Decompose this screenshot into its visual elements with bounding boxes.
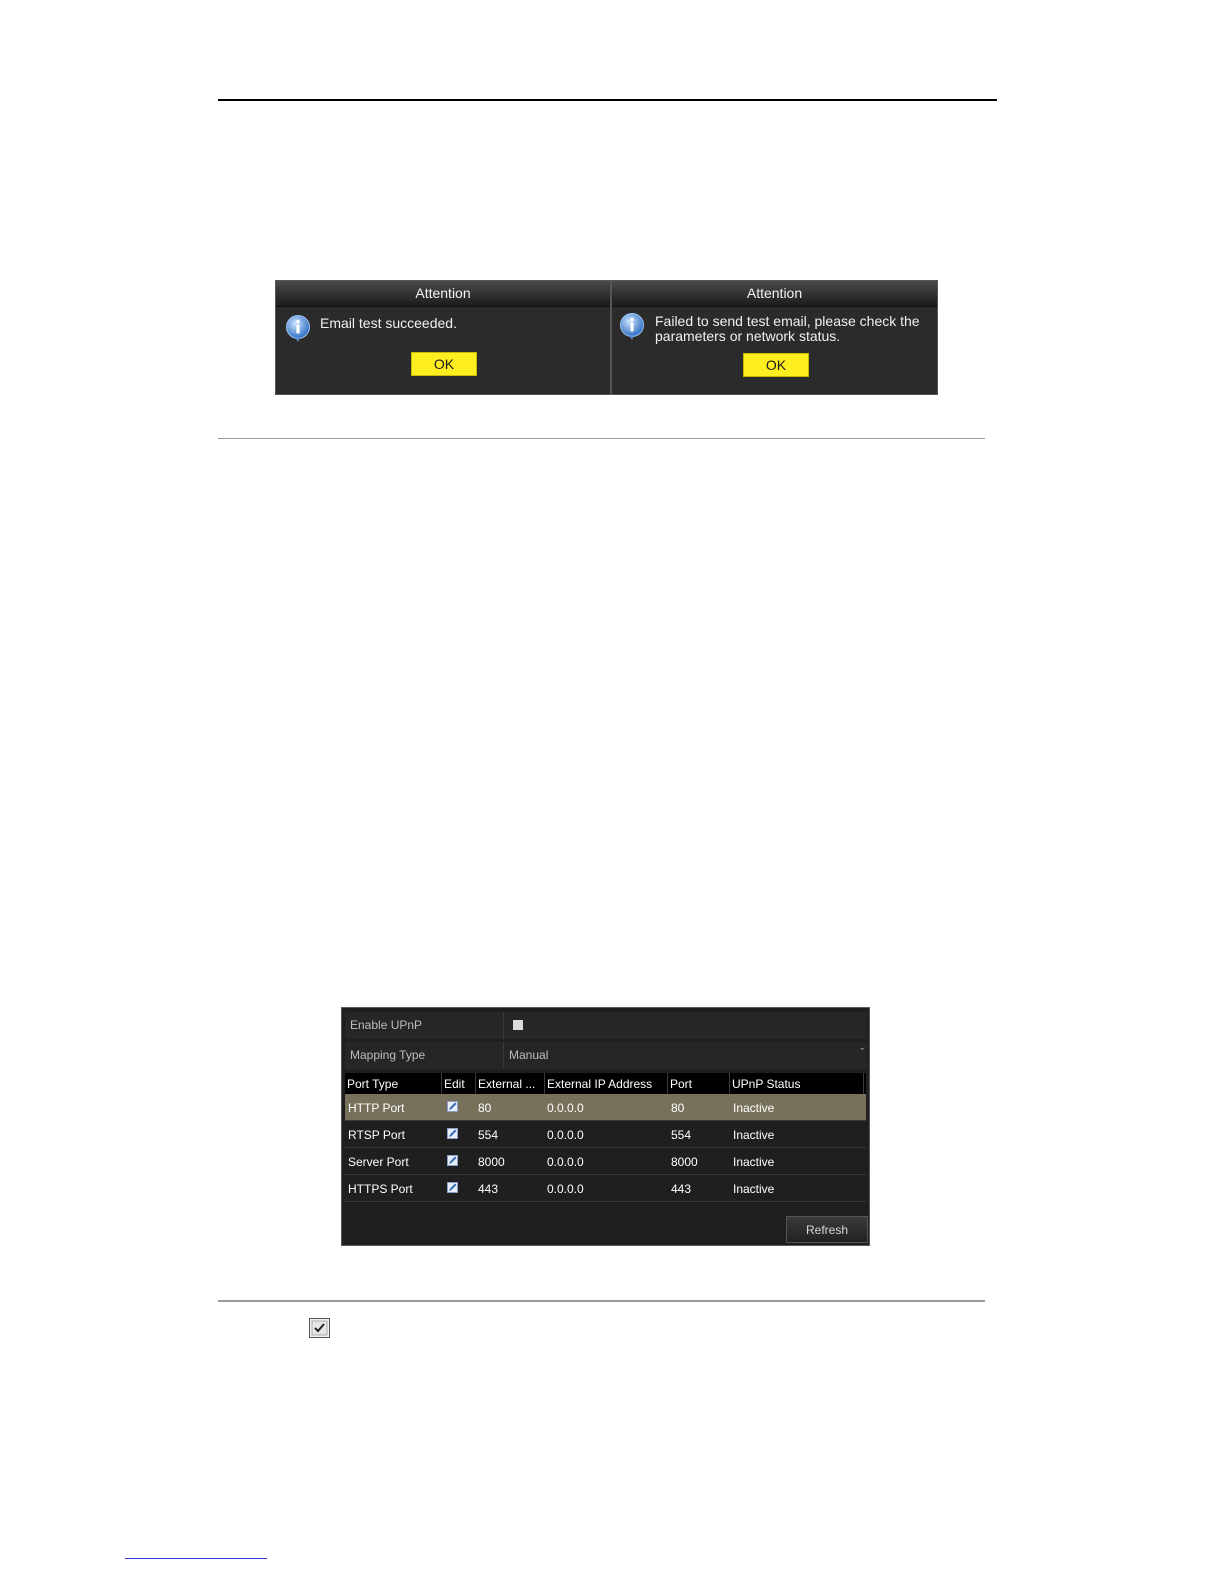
table-body: [345, 1094, 866, 1202]
cell-port-type: RTSP Port: [348, 1128, 405, 1142]
cell-external-ip: 0.0.0.0: [547, 1101, 584, 1115]
info-icon: [285, 315, 311, 343]
cell-port-type: HTTPS Port: [348, 1182, 413, 1196]
enable-upnp-value: [503, 1012, 867, 1039]
mapping-type-select[interactable]: [503, 1042, 867, 1069]
cell-external-ip: 0.0.0.0: [547, 1128, 584, 1142]
cell-upnp-status: Inactive: [733, 1155, 775, 1169]
email-test-failure-dialog: [611, 280, 938, 395]
table-row[interactable]: [345, 1094, 866, 1121]
column-divider: [475, 1073, 476, 1094]
col-port-type[interactable]: Port Type: [347, 1077, 399, 1091]
edit-icon[interactable]: [447, 1128, 458, 1139]
table-row[interactable]: [345, 1121, 866, 1148]
column-divider: [544, 1073, 545, 1094]
table-row[interactable]: [345, 1175, 866, 1202]
table-header: [345, 1073, 866, 1094]
cell-port-type: HTTP Port: [348, 1101, 405, 1115]
mapping-type-row: [345, 1042, 867, 1069]
cell-upnp-status: Inactive: [733, 1128, 775, 1142]
enable-upnp-label: Enable UPnP: [350, 1018, 423, 1032]
cell-upnp-status: Inactive: [733, 1101, 775, 1115]
mapping-type-label: Mapping Type: [350, 1048, 426, 1062]
cell-port: 443: [671, 1182, 692, 1196]
footer-link-underline: [125, 1558, 267, 1559]
info-icon: [619, 313, 645, 341]
cell-upnp-status: Inactive: [733, 1182, 775, 1196]
table-row[interactable]: [345, 1148, 866, 1175]
column-divider: [863, 1073, 864, 1094]
col-port[interactable]: Port: [670, 1077, 693, 1091]
enable-upnp-checkbox[interactable]: [513, 1020, 523, 1030]
ok-button[interactable]: OK: [743, 353, 809, 377]
edit-icon[interactable]: [447, 1182, 458, 1193]
checkbox-checked-icon: [309, 1318, 330, 1338]
cell-external-ip: 0.0.0.0: [547, 1182, 584, 1196]
column-divider: [729, 1073, 730, 1094]
edit-icon[interactable]: [447, 1101, 458, 1112]
port-mapping-table: [345, 1073, 866, 1202]
email-test-success-dialog: [275, 280, 611, 395]
mapping-type-value: Manual: [509, 1048, 549, 1062]
cell-port: 8000: [671, 1155, 698, 1169]
cell-external-port: 443: [478, 1182, 499, 1196]
cell-port: 80: [671, 1101, 685, 1115]
col-upnp-status[interactable]: UPnP Status: [732, 1077, 801, 1091]
cell-external-port: 8000: [478, 1155, 505, 1169]
cell-port: 554: [671, 1128, 692, 1142]
section-divider: [218, 1300, 985, 1302]
col-external-port[interactable]: External ...: [478, 1077, 536, 1091]
col-edit[interactable]: Edit: [444, 1077, 465, 1091]
cell-external-ip: 0.0.0.0: [547, 1155, 584, 1169]
chevron-down-icon: ˇ: [860, 1047, 864, 1059]
cell-external-port: 80: [478, 1101, 492, 1115]
cell-external-port: 554: [478, 1128, 499, 1142]
dialog-title: Attention: [612, 281, 937, 307]
col-external-ip[interactable]: External IP Address: [547, 1077, 653, 1091]
dialog-message: Failed to send test email, please check the parameters or network status.: [655, 313, 920, 344]
edit-icon[interactable]: [447, 1155, 458, 1166]
section-divider: [218, 438, 985, 439]
column-divider: [667, 1073, 668, 1094]
refresh-button[interactable]: Refresh: [786, 1216, 868, 1243]
column-divider: [441, 1073, 442, 1094]
ok-button[interactable]: OK: [411, 352, 477, 376]
dialog-message: Email test succeeded.: [320, 315, 457, 331]
upnp-settings-panel: [341, 1007, 870, 1246]
header-rule: [218, 99, 997, 101]
dialog-title: Attention: [276, 281, 610, 307]
cell-port-type: Server Port: [348, 1155, 409, 1169]
enable-upnp-row: [345, 1012, 867, 1039]
